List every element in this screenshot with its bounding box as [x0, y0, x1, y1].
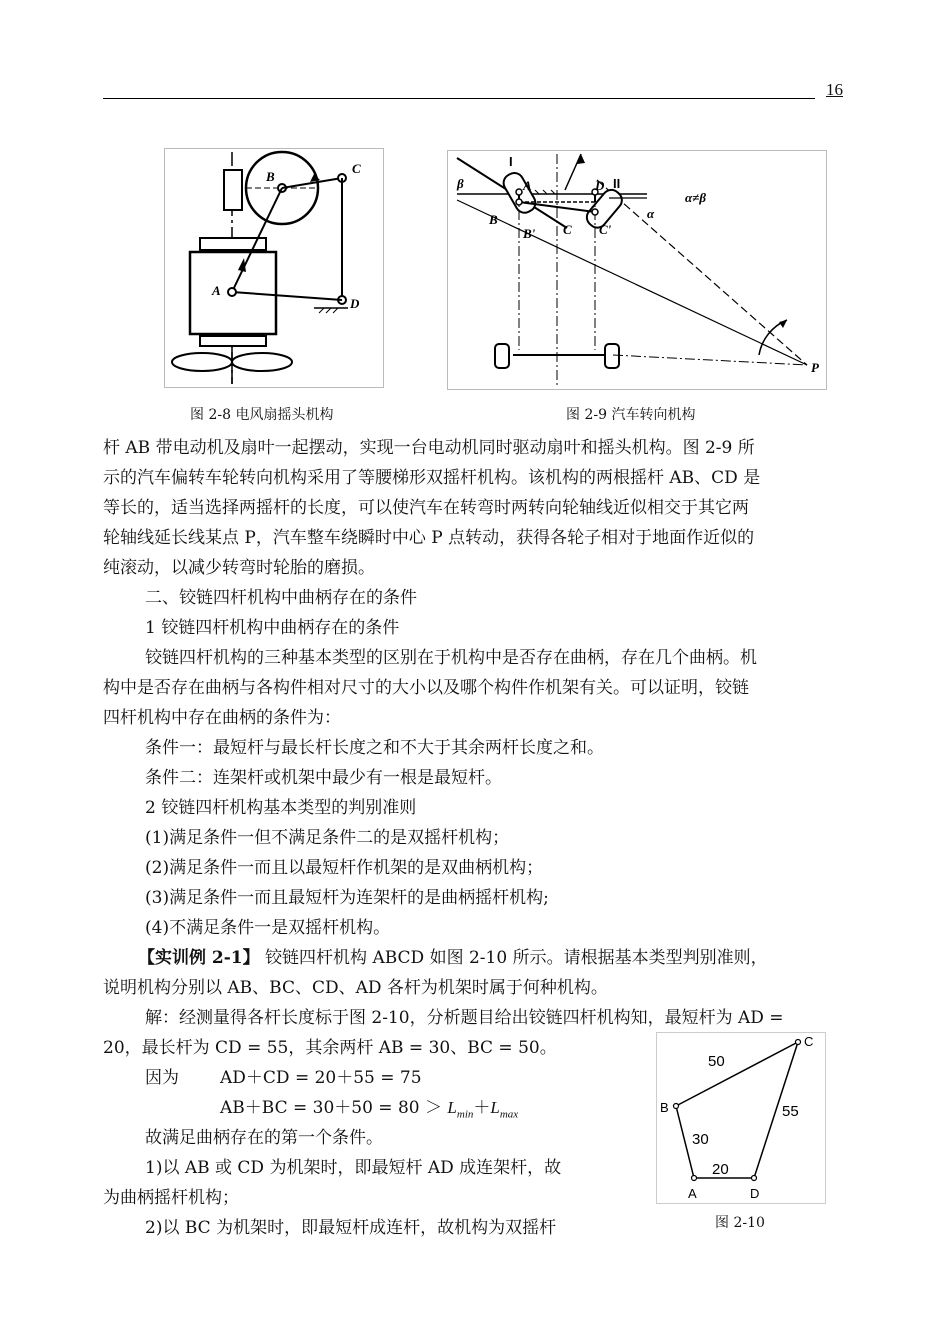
label-D: D	[595, 178, 605, 193]
length-CD: 55	[782, 1103, 799, 1120]
label-C: C	[563, 222, 572, 237]
length-AD: 20	[712, 1161, 729, 1178]
page-number: 16	[826, 80, 843, 99]
caption-fig-2-9: 图 2-9 汽车转向机构	[566, 407, 696, 423]
caption-fig-2-10: 图 2-10	[715, 1215, 765, 1231]
label-alpha-ne-beta: α≠β	[685, 190, 706, 205]
paragraph-line: 纯滚动，以减少转弯时轮胎的磨损。	[103, 558, 375, 578]
rule-item: (2)满足条件一而且以最短杆作机架的是双曲柄机构；	[145, 858, 544, 878]
fan-mechanism-diagram	[164, 148, 384, 388]
paragraph-line: 解：经测量得各杆长度标于图 2-10，分析题目给出铰链四杆机构知，最短杆为 AD =	[145, 1008, 784, 1028]
figure-2-9	[447, 150, 827, 390]
label-I: I	[509, 154, 513, 169]
length-BC: 50	[708, 1053, 725, 1070]
paragraph-line: 为曲柄摇杆机构；	[103, 1188, 239, 1208]
paragraph-line: 20，最长杆为 CD = 55，其余两杆 AB = 30、BC = 50。	[103, 1038, 557, 1058]
paragraph-line: 故满足曲柄存在的第一个条件。	[145, 1128, 383, 1148]
paragraph-line: 等长的，适当选择两摇杆的长度，可以使汽车在转弯时两转向轮轴线近似相交于其它两	[103, 498, 749, 518]
equation-2: $AB+BC = 30+50 = 80 > L_{min}+L_{max}$	[220, 1098, 519, 1121]
because-label: 因为	[145, 1068, 179, 1088]
paragraph-line: 铰链四杆机构的三种基本类型的区别在于机构中是否存在曲柄，存在几个曲柄。机	[145, 648, 757, 668]
label-C: C	[804, 1034, 814, 1049]
rule-item: (1)满足条件一但不满足条件二的是双摇杆机构；	[145, 828, 510, 848]
steering-mechanism-diagram	[447, 150, 827, 390]
paragraph-line: 轮轴线延长线某点 P，汽车整车绕瞬时中心 P 点转动，获得各轮子相对于地面作近似的	[103, 528, 755, 548]
paragraph-line: 杆 AB 带电动机及扇叶一起摆动，实现一台电动机同时驱动扇叶和摇头机构。图 2-9 所	[103, 438, 755, 458]
subsection-heading: 2 铰链四杆机构基本类型的判别准则	[145, 798, 417, 818]
figure-2-8	[164, 148, 384, 388]
example-label: 【实训例 2-1】	[138, 948, 260, 968]
paragraph-line: 2)以 BC 为机架时，即最短杆成连杆，故机构为双摇杆	[145, 1218, 557, 1238]
label-A: A	[523, 178, 532, 193]
label-B: B	[660, 1100, 669, 1115]
label-beta: β	[457, 176, 464, 191]
condition-two: 条件二：连架杆或机架中最少有一根是最短杆。	[145, 768, 502, 788]
label-B: B	[489, 212, 498, 227]
rule-item: (3)满足条件一而且最短杆为连架杆的是曲柄摇杆机构;	[145, 888, 549, 908]
section-heading: 二、铰链四杆机构中曲柄存在的条件	[145, 588, 417, 608]
label-D: D	[750, 1186, 760, 1201]
label-C-prime: C'	[599, 222, 612, 237]
label-A: A	[212, 283, 221, 298]
paragraph-line: 四杆机构中存在曲柄的条件为：	[103, 708, 341, 728]
label-II: II	[613, 176, 621, 191]
label-P: P	[811, 360, 819, 375]
condition-one: 条件一：最短杆与最长杆长度之和不大于其余两杆长度之和。	[145, 738, 604, 758]
length-AB: 30	[692, 1131, 709, 1148]
paragraph-line: 说明机构分别以 AB、BC、CD、AD 各杆为机架时属于何种机构。	[103, 978, 608, 998]
label-A: A	[688, 1186, 697, 1201]
figure-2-10	[656, 1032, 826, 1204]
four-bar-linkage-diagram	[656, 1032, 826, 1204]
example-line: 【实训例 2-1】 铰链四杆机构 ABCD 如图 2-10 所示。请根据基本类型判别准则，	[138, 948, 768, 968]
label-alpha: α	[647, 206, 655, 221]
caption-fig-2-8: 图 2-8 电风扇摇头机构	[190, 407, 334, 423]
paragraph-line: 示的汽车偏转车轮转向机构采用了等腰梯形双摇杆机构。该机构的两根摇杆 AB、CD 是	[103, 468, 761, 488]
label-C: C	[352, 161, 361, 176]
equation-1: AD＋CD = 20＋55 = 75	[220, 1068, 422, 1088]
label-B: B	[266, 169, 275, 184]
subsection-heading: 1 铰链四杆机构中曲柄存在的条件	[145, 618, 400, 638]
rule-item: (4)不满足条件一是双摇杆机构。	[145, 918, 391, 938]
label-B-prime: B'	[523, 226, 536, 241]
paragraph-line: 构中是否存在曲柄与各构件相对尺寸的大小以及哪个构件作机架有关。可以证明，铰链	[103, 678, 749, 698]
paragraph-line: 1)以 AB 或 CD 为机架时，即最短杆 AD 成连架杆，故	[145, 1158, 562, 1178]
header-rule	[103, 98, 815, 99]
label-D: D	[350, 296, 360, 311]
